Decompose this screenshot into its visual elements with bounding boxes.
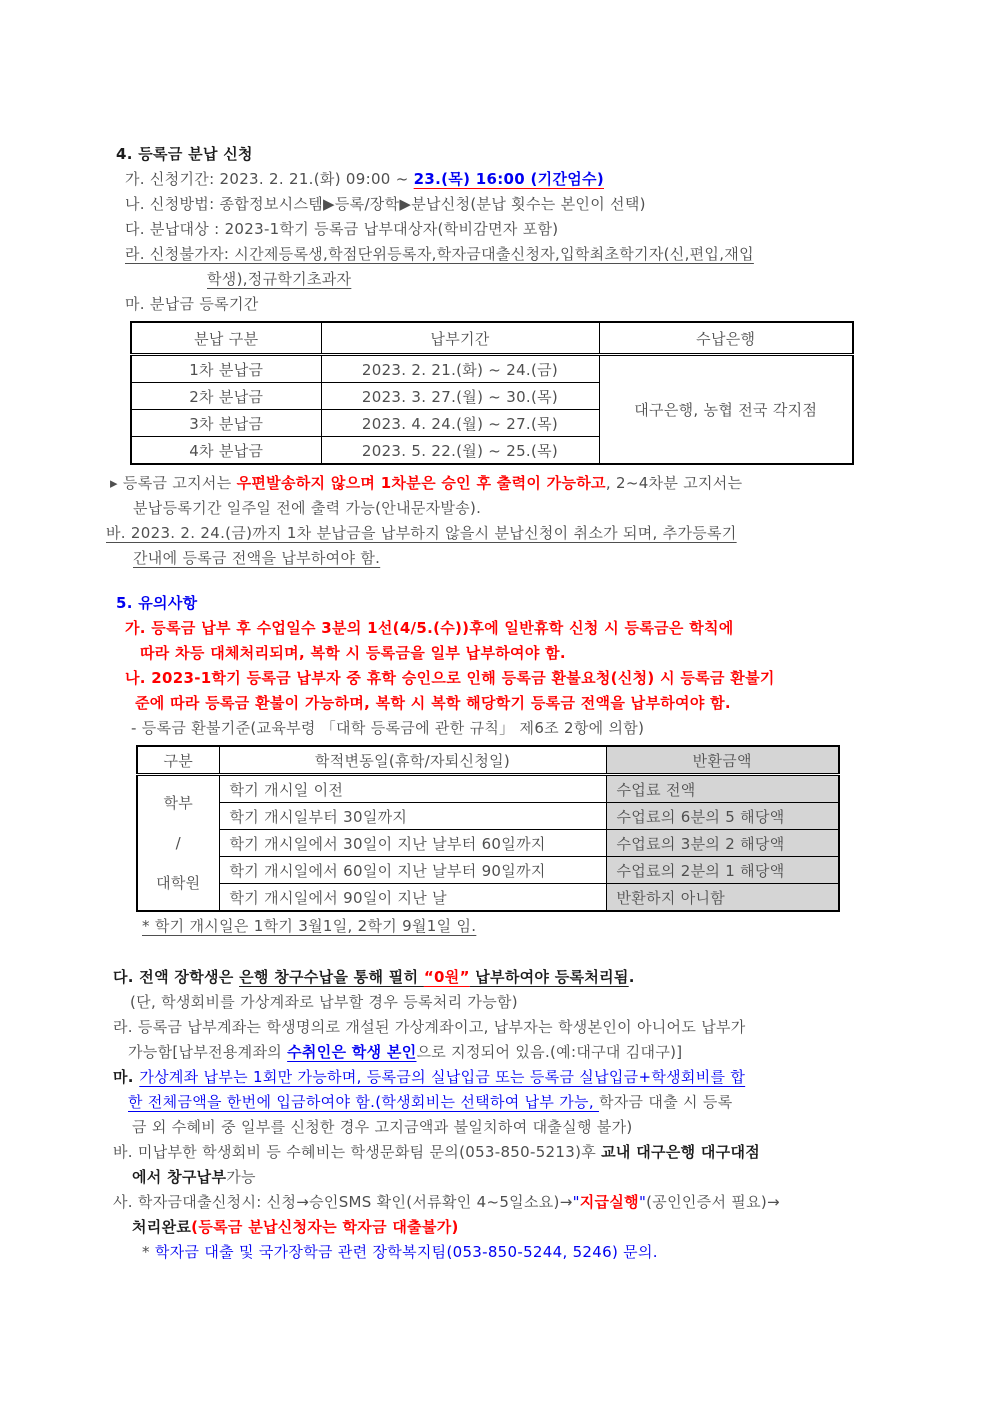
loan-execution-highlight: 지급실행 xyxy=(579,1193,639,1211)
section4-item-ineligible-line2: 학생),정규학기초과자 xyxy=(207,270,352,288)
section4-item-registration-period: 마. 분납금 등록기간 xyxy=(125,295,259,313)
virtual-account-label: 마. xyxy=(113,1068,140,1086)
asterisk-marker: * xyxy=(142,1243,150,1261)
section5-item-leave-line2: 따라 차등 대체처리되며, 복학 시 등록금을 일부 납부하여야 함. xyxy=(140,644,566,662)
section4-item-cancel-line1: 바. 2023. 2. 24.(금)까지 1차 분납금을 납부하지 않을시 분납신청이 취소가 되며, 추가등록기 xyxy=(106,524,737,542)
scholarship-underline1: 은행 창구수납을 통해 필히 xyxy=(239,968,424,986)
section5-item-account-line1: 라. 등록금 납부계좌는 학생명의로 개설된 가상계좌이고, 납부자는 학생본인이 아니어도 납부가 xyxy=(113,1018,746,1036)
payee-highlight: 수취인은 학생 본인 xyxy=(287,1043,417,1061)
unpaid-fee-bold2: 에서 창구납부 xyxy=(132,1168,227,1186)
section4-item-ineligible-line1: 라. 신청불가자: 시간제등록생,학점단위등록자,학자금대출신청자,입학최초학기자(신,편입,재입 xyxy=(125,245,754,263)
change-date-cell: 학기 개시일에서 90일이 지난 날 xyxy=(219,884,606,912)
installment-label: 3차 분납금 xyxy=(131,410,321,437)
col-header-category: 구분 xyxy=(137,746,219,775)
table-row xyxy=(137,884,839,912)
unpaid-fee-bold1: 교내 대구은행 대구대점 xyxy=(601,1143,761,1161)
section4-item-application-method: 나. 신청방법: 종합정보시스템▶등록/장학▶분납신청(분납 횟수는 본인이 선택) xyxy=(125,195,646,213)
section5-item-loan-line2 xyxy=(132,1215,922,1240)
installment-schedule-table xyxy=(130,321,854,465)
section5-item-scholarship-line2: (단, 학생회비를 가상계좌로 납부할 경우 등록처리 가능함) xyxy=(130,993,518,1011)
refund-standard-table xyxy=(136,745,840,912)
col-header-installment-type: 분납 구분 xyxy=(131,322,321,355)
section5-item-virtual-account-line3: 금 외 수혜비 중 일부를 신청한 경우 고지금액과 불일치하여 대출실행 불가) xyxy=(132,1118,633,1136)
loan-pre: 사. 학자금대출신청시: 신청→승인SMS 확인(서류확인 4~5일소요)→ xyxy=(113,1193,573,1211)
scholarship-tail: . xyxy=(628,968,635,986)
loan-restriction-red: (등록금 분납신청자는 학자금 대출불가) xyxy=(191,1218,459,1236)
account-post: 으로 지정되어 있음.(예:대구대 김대구)] xyxy=(416,1043,683,1061)
table-header-row xyxy=(137,746,839,775)
col-header-change-date: 학적변동일(휴학/자퇴신청일) xyxy=(219,746,606,775)
section5-item-unpaid-fee-line2 xyxy=(132,1165,922,1190)
section5-item-leave-line1: 가. 등록금 납부 후 수업일수 3분의 1선(4/5.(수))후에 일반휴학 신청 시 등록금은 학칙에 xyxy=(125,619,734,637)
section5-item-unpaid-fee-line1 xyxy=(113,1140,922,1165)
section5-item-virtual-account-line2 xyxy=(128,1090,922,1115)
change-date-cell: 학기 개시일에서 60일이 지난 날부터 90일까지 xyxy=(219,857,606,884)
installment-period: 2023. 5. 22.(월) ~ 25.(목) xyxy=(321,437,599,465)
virtual-account-blue1: 가상계좌 납부는 1회만 가능하며, 등록금의 실납입금 또는 등록금 실납입금+학생회비를 합 xyxy=(139,1068,746,1086)
application-period-text: 가. 신청기간: 2023. 2. 21.(화) 09:00 ~ xyxy=(125,170,414,188)
virtual-account-black2: 학자금 대출 시 등록 xyxy=(598,1093,733,1111)
section5-item-refund-line2: 준에 따라 등록금 환불이 가능하며, 복학 시 복학 해당학기 등록금 전액을 납부하여야 함. xyxy=(135,694,731,712)
change-date-cell: 학기 개시일에서 30일이 지난 날부터 60일까지 xyxy=(219,830,606,857)
section4-item-application-period xyxy=(125,167,922,192)
refund-amount-cell: 수업료의 2분의 1 해당액 xyxy=(606,857,839,884)
section5-item-scholarship-line1 xyxy=(113,965,922,990)
table-header-row xyxy=(131,322,853,355)
col-header-bank: 수납은행 xyxy=(599,322,853,355)
loan-complete-bold: 처리완료 xyxy=(132,1218,192,1236)
loan-contact-text: 학자금 대출 및 국가장학금 관련 장학복지팀(053-850-5244, 5246) 문의. xyxy=(149,1243,658,1261)
bank-cell: 대구은행, 농협 전국 각지점 xyxy=(599,355,853,465)
col-header-payment-period: 납부기간 xyxy=(321,322,599,355)
installment-period: 2023. 3. 27.(월) ~ 30.(목) xyxy=(321,383,599,410)
table-row xyxy=(131,355,853,383)
section5-item-refund-line1: 나. 2023-1학기 등록금 납부자 중 휴학 승인으로 인해 등록금 환불요청(신청) 시 등록금 환불기 xyxy=(125,669,775,687)
bill-notice-post: , 2~4차분 고지서는 xyxy=(605,474,743,492)
section4-item-eligible: 다. 분납대상 : 2023-1학기 등록금 납부대상자(학비감면자 포함) xyxy=(125,220,559,238)
bill-notice-red: 우편발송하지 않으며 1차분은 승인 후 출력이 가능하고 xyxy=(236,474,606,492)
table-row xyxy=(137,803,839,830)
scholarship-underline2: 납부하여야 등록처리됨 xyxy=(469,968,629,986)
refund-amount-cell: 수업료의 6분의 5 해당액 xyxy=(606,803,839,830)
installment-label: 2차 분납금 xyxy=(131,383,321,410)
zero-won-highlight: “0원” xyxy=(423,968,470,986)
triangle-bullet-icon: ▸ xyxy=(110,474,118,492)
virtual-account-blue2: 한 전체금액을 한번에 입금하여야 함.(학생회비는 선택하여 납부 가능, xyxy=(128,1093,599,1111)
change-date-cell: 학기 개시일 이전 xyxy=(219,775,606,803)
application-deadline-highlight: 23.(목) 16:00 (기간엄수) xyxy=(413,170,604,188)
refund-amount-cell: 수업료 전액 xyxy=(606,775,839,803)
loan-quote-open: " xyxy=(572,1193,580,1211)
bill-notice-line2: 분납등록기간 일주일 전에 출력 가능(안내문자발송). xyxy=(133,499,482,517)
section5-item-virtual-account-line1 xyxy=(113,1065,922,1090)
col-header-refund-amount: 반환금액 xyxy=(606,746,839,775)
bill-notice-line1 xyxy=(110,471,922,496)
bill-notice-pre: 등록금 고지서는 xyxy=(117,474,237,492)
group-cell-undergrad-grad xyxy=(137,775,219,912)
loan-contact-note xyxy=(142,1240,922,1265)
installment-period: 2023. 2. 21.(화) ~ 24.(금) xyxy=(321,355,599,383)
installment-label: 1차 분납금 xyxy=(131,355,321,383)
refund-amount-cell: 반환하지 아니함 xyxy=(606,884,839,912)
table-row xyxy=(137,830,839,857)
refund-standard-note: - 등록금 환불기준(교육부령 「대학 등록금에 관한 규칙」 제6조 2항에 의함) xyxy=(131,719,645,737)
group-label-line: 대학원 xyxy=(156,874,201,892)
loan-post: (공인인증서 필요)→ xyxy=(646,1193,780,1211)
section5-title: 5. 유의사항 xyxy=(116,594,198,612)
group-label-line: 학부 xyxy=(163,794,194,812)
section5-item-account-line2 xyxy=(128,1040,922,1065)
change-date-cell: 학기 개시일부터 30일까지 xyxy=(219,803,606,830)
scholarship-pre: 다. 전액 장학생은 xyxy=(113,968,240,986)
group-label-line: / xyxy=(175,834,181,852)
semester-start-note: * 학기 개시일은 1학기 3월1일, 2학기 9월1일 임. xyxy=(142,917,477,935)
table-row xyxy=(137,775,839,803)
loan-quote-close: " xyxy=(638,1193,647,1211)
account-pre: 가능함[납부전용계좌의 xyxy=(128,1043,288,1061)
unpaid-fee-pre: 바. 미납부한 학생회비 등 수혜비는 학생문화팀 문의(053-850-5213)후 xyxy=(113,1143,602,1161)
refund-amount-cell: 수업료의 3분의 2 해당액 xyxy=(606,830,839,857)
unpaid-fee-tail: 가능 xyxy=(226,1168,256,1186)
installment-period: 2023. 4. 24.(월) ~ 27.(목) xyxy=(321,410,599,437)
section4-item-cancel-line2: 간내에 등록금 전액을 납부하여야 함. xyxy=(133,549,381,567)
table-row xyxy=(137,857,839,884)
section4-title: 4. 등록금 분납 신청 xyxy=(116,145,253,163)
section5-item-loan-line1 xyxy=(113,1190,922,1215)
installment-label: 4차 분납금 xyxy=(131,437,321,465)
